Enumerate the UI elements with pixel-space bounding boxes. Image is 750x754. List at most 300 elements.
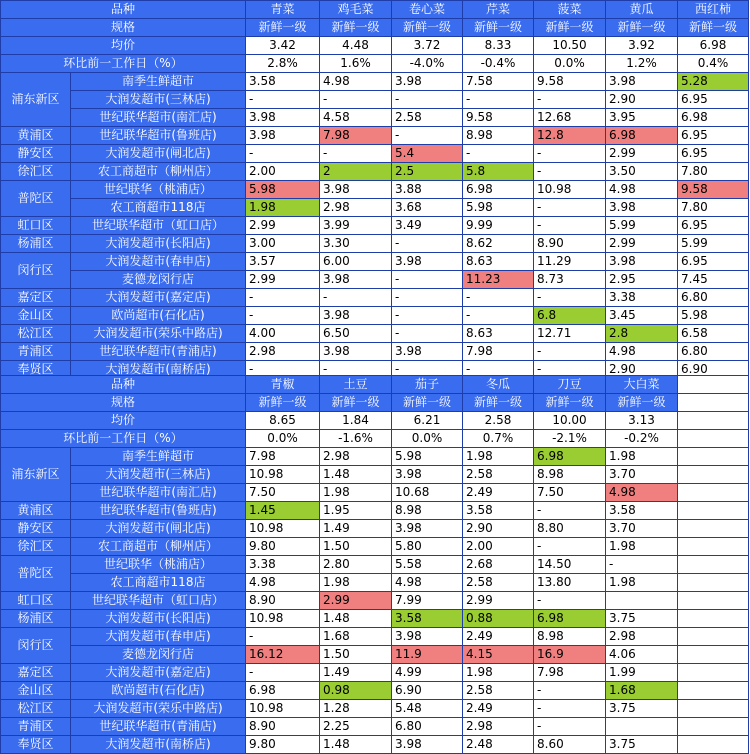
price-cell: 11.9 — [392, 646, 463, 664]
table-row — [1, 736, 749, 754]
price-cell: 7.50 — [246, 484, 320, 502]
price-cell: 4.15 — [463, 646, 534, 664]
price-cell: 7.80 — [678, 199, 749, 217]
price-cell: 1.98 — [463, 664, 534, 682]
avg-price: 3.42 — [246, 37, 320, 55]
veggie-name: 芹菜 — [463, 1, 534, 19]
price-cell: 7.98 — [463, 343, 534, 361]
price-cell: 3.98 — [320, 343, 392, 361]
price-cell: 2.99 — [463, 592, 534, 610]
table-row — [1, 127, 749, 145]
spec-grade: 新鲜一级 — [534, 19, 606, 37]
price-cell: 2.99 — [606, 235, 678, 253]
price-cell: 9.58 — [678, 181, 749, 199]
market-name: 世纪联华超市(南汇店) — [71, 109, 246, 127]
price-cell: 4.98 — [606, 484, 678, 502]
price-cell: 1.98 — [606, 448, 678, 466]
avg-price: 8.65 — [246, 412, 320, 430]
price-cell: 3.70 — [606, 520, 678, 538]
bottom-price-table — [0, 375, 749, 754]
price-cell: 16.12 — [246, 646, 320, 664]
price-cell: 4.58 — [320, 109, 392, 127]
price-cell: - — [392, 127, 463, 145]
market-name: 大润发超市(荣乐中路店) — [71, 325, 246, 343]
district-label: 虹口区 — [1, 592, 71, 610]
header-row — [1, 1, 749, 19]
price-cell: 3.75 — [606, 610, 678, 628]
price-cell: 10.98 — [246, 520, 320, 538]
price-cell: 10.98 — [246, 700, 320, 718]
avg-price: 3.72 — [392, 37, 463, 55]
table-row — [1, 718, 749, 736]
empty-cell — [678, 682, 749, 700]
price-cell: 3.99 — [320, 217, 392, 235]
market-name: 世纪联华（桃浦店） — [71, 556, 246, 574]
price-cell: 4.06 — [606, 646, 678, 664]
market-name: 南季生鲜超市 — [71, 448, 246, 466]
price-cell: 2.58 — [463, 574, 534, 592]
price-cell: - — [246, 664, 320, 682]
table-row — [1, 646, 749, 664]
change-pct: 0.7% — [463, 430, 534, 448]
table-row — [1, 538, 749, 556]
table-row — [1, 271, 749, 289]
price-cell: - — [606, 556, 678, 574]
price-cell: 4.00 — [246, 325, 320, 343]
price-cell: 3.98 — [320, 181, 392, 199]
table-row — [1, 343, 749, 361]
empty-cell — [678, 718, 749, 736]
price-cell: 2.58 — [463, 682, 534, 700]
avg-price: 6.98 — [678, 37, 749, 55]
market-name: 大润发超市(嘉定店) — [71, 289, 246, 307]
price-cell: 16.9 — [534, 646, 606, 664]
price-cell: 2.98 — [606, 628, 678, 646]
price-cell: 2.98 — [463, 718, 534, 736]
price-cell: - — [534, 700, 606, 718]
price-cell: - — [392, 325, 463, 343]
price-cell: 3.98 — [392, 73, 463, 91]
price-cell: 4.98 — [606, 181, 678, 199]
price-cell: 7.58 — [463, 73, 534, 91]
table-row — [1, 610, 749, 628]
price-cell: 8.63 — [463, 253, 534, 271]
price-cell: 10.98 — [534, 181, 606, 199]
market-name: 大润发超市(春申店) — [71, 628, 246, 646]
price-cell: 5.99 — [678, 235, 749, 253]
empty-cell — [678, 502, 749, 520]
price-cell: 6.58 — [678, 325, 749, 343]
price-cell: 6.98 — [606, 127, 678, 145]
price-cell: - — [320, 145, 392, 163]
price-cell: 3.98 — [392, 343, 463, 361]
price-cell: 8.98 — [534, 466, 606, 484]
district-label: 奉贤区 — [1, 361, 71, 379]
market-name: 世纪联华超市(鲁班店) — [71, 502, 246, 520]
empty-cell — [678, 394, 749, 412]
price-cell: 1.98 — [320, 574, 392, 592]
change-pct: -4.0% — [392, 55, 463, 73]
price-cell: 6.00 — [320, 253, 392, 271]
price-cell: 3.49 — [392, 217, 463, 235]
price-cell: 1.98 — [246, 199, 320, 217]
veggie-name: 卷心菜 — [392, 1, 463, 19]
district-label: 闵行区 — [1, 253, 71, 289]
market-name: 南季生鲜超市 — [71, 73, 246, 91]
price-cell: 10.98 — [246, 610, 320, 628]
price-cell: 2.58 — [392, 109, 463, 127]
market-name: 农工商超市118店 — [71, 199, 246, 217]
price-cell: 7.50 — [534, 484, 606, 502]
price-cell: 6.95 — [678, 127, 749, 145]
district-label: 嘉定区 — [1, 664, 71, 682]
category-header: 品种 — [1, 1, 246, 19]
price-cell: 2.99 — [606, 145, 678, 163]
price-cell: 1.50 — [320, 538, 392, 556]
table-row — [1, 325, 749, 343]
price-cell: - — [463, 361, 534, 379]
header-row — [1, 412, 749, 430]
price-cell: 6.95 — [678, 91, 749, 109]
spec-grade: 新鲜一级 — [320, 394, 392, 412]
district-label: 黄浦区 — [1, 127, 71, 145]
price-cell: - — [534, 361, 606, 379]
price-cell: 1.28 — [320, 700, 392, 718]
change-pct: 1.2% — [606, 55, 678, 73]
spec-grade: 新鲜一级 — [606, 394, 678, 412]
price-cell: 5.4 — [392, 145, 463, 163]
price-cell: 2.00 — [246, 163, 320, 181]
table-row — [1, 235, 749, 253]
price-cell: 6.98 — [246, 682, 320, 700]
price-cell: 2.49 — [463, 700, 534, 718]
price-cell: 2.49 — [463, 628, 534, 646]
price-cell: 8.80 — [534, 520, 606, 538]
price-cell: - — [534, 91, 606, 109]
price-cell: 6.95 — [678, 217, 749, 235]
table-row — [1, 145, 749, 163]
price-cell: 2.68 — [463, 556, 534, 574]
table-row — [1, 502, 749, 520]
market-name: 农工商超市（柳州店） — [71, 163, 246, 181]
price-cell: 1.98 — [463, 448, 534, 466]
price-cell: 3.70 — [606, 466, 678, 484]
price-cell: 7.99 — [392, 592, 463, 610]
price-cell: 6.80 — [392, 718, 463, 736]
price-cell: 2.95 — [606, 271, 678, 289]
table-row — [1, 592, 749, 610]
market-name: 大润发超市(三林店) — [71, 91, 246, 109]
price-cell: 2.80 — [320, 556, 392, 574]
price-cell: 1.68 — [320, 628, 392, 646]
spec-grade: 新鲜一级 — [392, 19, 463, 37]
price-cell: - — [320, 361, 392, 379]
district-label: 浦东新区 — [1, 448, 71, 502]
market-name: 世纪联华超市（虹口店） — [71, 217, 246, 235]
avg-price: 1.84 — [320, 412, 392, 430]
market-name: 欧尚超市(石化店) — [71, 682, 246, 700]
price-cell: - — [246, 91, 320, 109]
price-cell: - — [534, 592, 606, 610]
price-cell: 0.88 — [463, 610, 534, 628]
header-row — [1, 394, 749, 412]
price-cell: 3.57 — [246, 253, 320, 271]
price-cell — [606, 718, 678, 736]
table-row — [1, 217, 749, 235]
price-cell: 6.95 — [678, 253, 749, 271]
spec-header: 规格 — [1, 19, 246, 37]
price-cell: - — [534, 145, 606, 163]
price-cell: 2.98 — [320, 199, 392, 217]
veggie-name: 青椒 — [246, 376, 320, 394]
district-label: 静安区 — [1, 145, 71, 163]
price-cell: 9.80 — [246, 538, 320, 556]
header-row — [1, 55, 749, 73]
district-label: 金山区 — [1, 682, 71, 700]
price-cell: 2.48 — [463, 736, 534, 754]
spec-grade: 新鲜一级 — [320, 19, 392, 37]
price-cell: 2.00 — [463, 538, 534, 556]
price-cell: - — [534, 199, 606, 217]
table-row — [1, 289, 749, 307]
price-cell: 3.95 — [606, 109, 678, 127]
price-cell: 3.98 — [320, 307, 392, 325]
price-cell: 1.50 — [320, 646, 392, 664]
price-cell: 3.38 — [606, 289, 678, 307]
price-cell: 10.68 — [392, 484, 463, 502]
spec-grade: 新鲜一级 — [392, 394, 463, 412]
district-label: 松江区 — [1, 325, 71, 343]
change-pct: -0.2% — [606, 430, 678, 448]
veggie-name: 西红柿 — [678, 1, 749, 19]
price-cell: 1.48 — [320, 466, 392, 484]
price-cell: - — [246, 289, 320, 307]
district-label: 闵行区 — [1, 628, 71, 664]
price-cell: 1.98 — [606, 574, 678, 592]
avg-price: 3.13 — [606, 412, 678, 430]
price-cell: 3.98 — [392, 466, 463, 484]
price-cell: - — [463, 145, 534, 163]
price-cell: - — [463, 91, 534, 109]
market-name: 麦德龙闵行店 — [71, 646, 246, 664]
price-cell: 4.98 — [246, 574, 320, 592]
price-cell: 8.90 — [534, 235, 606, 253]
district-label: 静安区 — [1, 520, 71, 538]
district-label: 嘉定区 — [1, 289, 71, 307]
price-cell: 3.58 — [463, 502, 534, 520]
price-cell: 8.73 — [534, 271, 606, 289]
market-name: 农工商超市118店 — [71, 574, 246, 592]
table-row — [1, 484, 749, 502]
price-cell: 9.99 — [463, 217, 534, 235]
price-cell: 5.80 — [392, 538, 463, 556]
price-cell: 3.58 — [392, 610, 463, 628]
price-cell: 4.98 — [606, 343, 678, 361]
table-row — [1, 73, 749, 91]
price-cell: 2.90 — [606, 361, 678, 379]
change-pct: 0.4% — [678, 55, 749, 73]
price-cell: - — [534, 217, 606, 235]
table-row — [1, 307, 749, 325]
price-cell: 3.98 — [392, 736, 463, 754]
price-cell: 3.30 — [320, 235, 392, 253]
market-name: 大润发超市(南桥店) — [71, 361, 246, 379]
price-cell: 6.98 — [678, 109, 749, 127]
price-cell: 10.98 — [246, 466, 320, 484]
price-cell: - — [392, 289, 463, 307]
price-cell: 3.98 — [606, 253, 678, 271]
market-name: 大润发超市(三林店) — [71, 466, 246, 484]
market-name: 大润发超市(闸北店) — [71, 145, 246, 163]
market-name: 欧尚超市(石化店) — [71, 307, 246, 325]
price-cell: 9.80 — [246, 736, 320, 754]
spec-grade: 新鲜一级 — [246, 394, 320, 412]
price-cell: 5.99 — [606, 217, 678, 235]
empty-cell — [678, 520, 749, 538]
table-row — [1, 181, 749, 199]
empty-cell — [678, 376, 749, 394]
price-cell: - — [534, 538, 606, 556]
empty-cell — [678, 628, 749, 646]
district-label: 普陀区 — [1, 556, 71, 592]
veggie-name: 茄子 — [392, 376, 463, 394]
price-cell: 3.75 — [606, 736, 678, 754]
district-label: 徐汇区 — [1, 163, 71, 181]
price-cell: 8.60 — [534, 736, 606, 754]
price-cell: 3.00 — [246, 235, 320, 253]
market-name: 农工商超市（柳州店） — [71, 538, 246, 556]
empty-cell — [678, 556, 749, 574]
table-row — [1, 91, 749, 109]
price-cell: - — [534, 289, 606, 307]
header-row — [1, 37, 749, 55]
price-cell: 1.48 — [320, 610, 392, 628]
price-cell: - — [463, 307, 534, 325]
market-name: 大润发超市(南桥店) — [71, 736, 246, 754]
change-pct: 0.0% — [392, 430, 463, 448]
veggie-name: 黄瓜 — [606, 1, 678, 19]
change-pct: 1.6% — [320, 55, 392, 73]
price-cell: 8.90 — [246, 718, 320, 736]
spec-grade: 新鲜一级 — [678, 19, 749, 37]
change-pct: -2.1% — [534, 430, 606, 448]
price-cell: 3.98 — [392, 253, 463, 271]
price-cell: 1.49 — [320, 520, 392, 538]
empty-cell — [678, 430, 749, 448]
avg-price: 10.50 — [534, 37, 606, 55]
category-header: 品种 — [1, 376, 246, 394]
price-cell: 6.80 — [678, 289, 749, 307]
spec-grade: 新鲜一级 — [246, 19, 320, 37]
price-cell: 3.50 — [606, 163, 678, 181]
veggie-name: 鸡毛菜 — [320, 1, 392, 19]
district-label: 虹口区 — [1, 217, 71, 235]
table-row — [1, 448, 749, 466]
price-cell: 3.98 — [606, 199, 678, 217]
change-pct: -0.4% — [463, 55, 534, 73]
price-cell: 1.98 — [320, 484, 392, 502]
change-pct: 0.0% — [534, 55, 606, 73]
price-cell: 2.8 — [606, 325, 678, 343]
change-header: 环比前一工作日（%） — [1, 55, 246, 73]
avg-price: 6.21 — [392, 412, 463, 430]
market-name: 大润发超市(长阳店) — [71, 235, 246, 253]
district-label: 松江区 — [1, 700, 71, 718]
price-cell: - — [392, 307, 463, 325]
table-row — [1, 163, 749, 181]
avg-price: 8.33 — [463, 37, 534, 55]
avg-price: 2.58 — [463, 412, 534, 430]
price-cell: 4.98 — [392, 574, 463, 592]
price-cell: 6.98 — [534, 610, 606, 628]
price-cell: - — [392, 271, 463, 289]
table-row — [1, 700, 749, 718]
price-cell: 13.80 — [534, 574, 606, 592]
price-cell: 6.8 — [534, 307, 606, 325]
price-cell: 1.95 — [320, 502, 392, 520]
empty-cell — [678, 412, 749, 430]
district-label: 杨浦区 — [1, 235, 71, 253]
price-cell: 8.90 — [246, 592, 320, 610]
price-cell: 0.98 — [320, 682, 392, 700]
price-cell: - — [534, 343, 606, 361]
price-cell: 3.98 — [606, 73, 678, 91]
price-cell: 1.45 — [246, 502, 320, 520]
price-cell: 12.8 — [534, 127, 606, 145]
empty-cell — [678, 646, 749, 664]
price-cell: 6.98 — [534, 448, 606, 466]
change-pct: -1.6% — [320, 430, 392, 448]
price-cell: 7.98 — [320, 127, 392, 145]
price-cell: 3.38 — [246, 556, 320, 574]
district-label: 徐汇区 — [1, 538, 71, 556]
price-cell: 1.98 — [606, 538, 678, 556]
price-cell: 5.48 — [392, 700, 463, 718]
district-label: 黄浦区 — [1, 502, 71, 520]
avg-price: 3.92 — [606, 37, 678, 55]
empty-cell — [678, 610, 749, 628]
table-row — [1, 253, 749, 271]
price-cell: 9.58 — [463, 109, 534, 127]
price-cell: 12.71 — [534, 325, 606, 343]
price-cell: 3.98 — [320, 271, 392, 289]
price-cell: 2.99 — [320, 592, 392, 610]
spec-grade: 新鲜一级 — [463, 394, 534, 412]
veggie-name: 青菜 — [246, 1, 320, 19]
market-name: 大润发超市(嘉定店) — [71, 664, 246, 682]
price-cell: 6.50 — [320, 325, 392, 343]
district-label: 奉贤区 — [1, 736, 71, 754]
price-cell: 6.80 — [678, 343, 749, 361]
price-cell: 12.68 — [534, 109, 606, 127]
empty-cell — [678, 700, 749, 718]
price-cell: 3.98 — [392, 520, 463, 538]
price-cell: 7.98 — [534, 664, 606, 682]
price-cell: 3.68 — [392, 199, 463, 217]
price-cell: - — [320, 289, 392, 307]
price-cell: 4.99 — [392, 664, 463, 682]
market-name: 大润发超市(春申店) — [71, 253, 246, 271]
avg-price: 10.00 — [534, 412, 606, 430]
price-cell: 7.80 — [678, 163, 749, 181]
district-label: 金山区 — [1, 307, 71, 325]
spec-grade: 新鲜一级 — [534, 394, 606, 412]
empty-cell — [678, 664, 749, 682]
empty-cell — [678, 736, 749, 754]
price-cell: 2.98 — [246, 343, 320, 361]
empty-cell — [678, 538, 749, 556]
price-cell: - — [534, 163, 606, 181]
